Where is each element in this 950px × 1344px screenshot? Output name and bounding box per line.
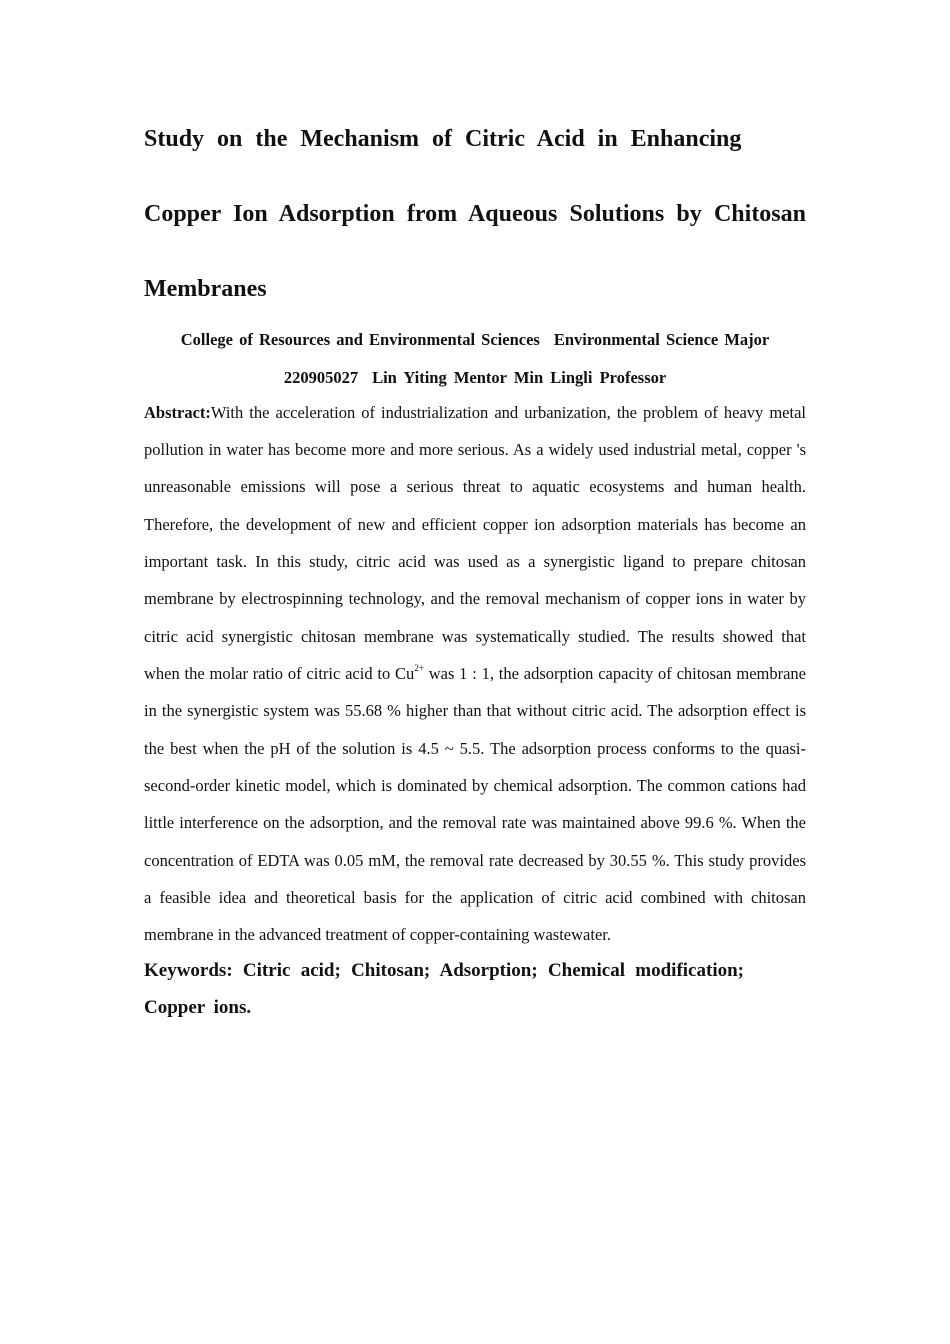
abstract-text: when the molar ratio of citric acid to Cu: [144, 664, 415, 683]
keywords-line-2: Copper ions.: [144, 997, 252, 1018]
abstract-label: Abstract:: [144, 403, 211, 422]
abstract-line-12: little interference on the adsorption, and the removal rate was maintained above 99.6 %. When the: [144, 813, 806, 832]
paper-title-line-3: Membranes: [144, 276, 267, 302]
keywords-line-1: Keywords: Citric acid; Chitosan; Adsorption; Chemical modification;: [144, 960, 744, 981]
author-name: Lin Yiting: [372, 368, 447, 387]
abstract-line-7: citric acid synergistic chitosan membrane was systematically studied. The results showed that: [144, 627, 806, 646]
mentor-info: Mentor Min Lingli Professor: [453, 368, 667, 387]
abstract-line-14: a feasible idea and theoretical basis for the application of citric acid combined with chitosan: [144, 888, 806, 907]
abstract-line-8: [144, 663, 806, 685]
abstract-line-15: membrane in the advanced treatment of copper-containing wastewater.: [144, 925, 611, 944]
author-line: [144, 367, 806, 389]
abstract-line-13: concentration of EDTA was 0.05 mM, the removal rate decreased by 30.55 %. This study provides: [144, 851, 806, 870]
college-name: College of Resources and Environmental Sciences: [180, 330, 540, 349]
affiliation-line: [144, 329, 806, 351]
abstract-text: With the acceleration of industrialization and urbanization, the problem of heavy metal: [210, 403, 806, 422]
abstract-line-5: important task. In this study, citric acid was used as a synergistic ligand to prepare chitosan: [144, 552, 806, 571]
student-id: 220905027: [283, 368, 359, 387]
abstract-line-11: second-order kinetic model, which is dominated by chemical adsorption. The common cations had: [144, 776, 806, 795]
paper-title-line-2: Copper Ion Adsorption from Aqueous Solutions by Chitosan: [144, 201, 806, 227]
abstract-line-6: membrane by electrospinning technology, and the removal mechanism of copper ions in water by: [144, 589, 806, 608]
paper-title-line-1: Study on the Mechanism of Citric Acid in Enhancing: [144, 126, 742, 152]
superscript-charge: 2+: [414, 663, 424, 673]
major-name: Environmental Science Major: [553, 330, 770, 349]
abstract-text: was 1 : 1, the adsorption capacity of chitosan membrane: [423, 664, 806, 683]
abstract-line-3: unreasonable emissions will pose a serious threat to aquatic ecosystems and human health.: [144, 477, 806, 496]
abstract-line-9: in the synergistic system was 55.68 % higher than that without citric acid. The adsorption effect is: [144, 701, 806, 720]
abstract-line-1: [144, 402, 806, 424]
abstract-line-2: pollution in water has become more and more serious. As a widely used industrial metal, copper 's: [144, 440, 806, 459]
abstract-line-10: the best when the pH of the solution is 4.5 ~ 5.5. The adsorption process conforms to the quasi-: [144, 739, 806, 758]
abstract-line-4: Therefore, the development of new and efficient copper ion adsorption materials has become an: [144, 515, 806, 534]
